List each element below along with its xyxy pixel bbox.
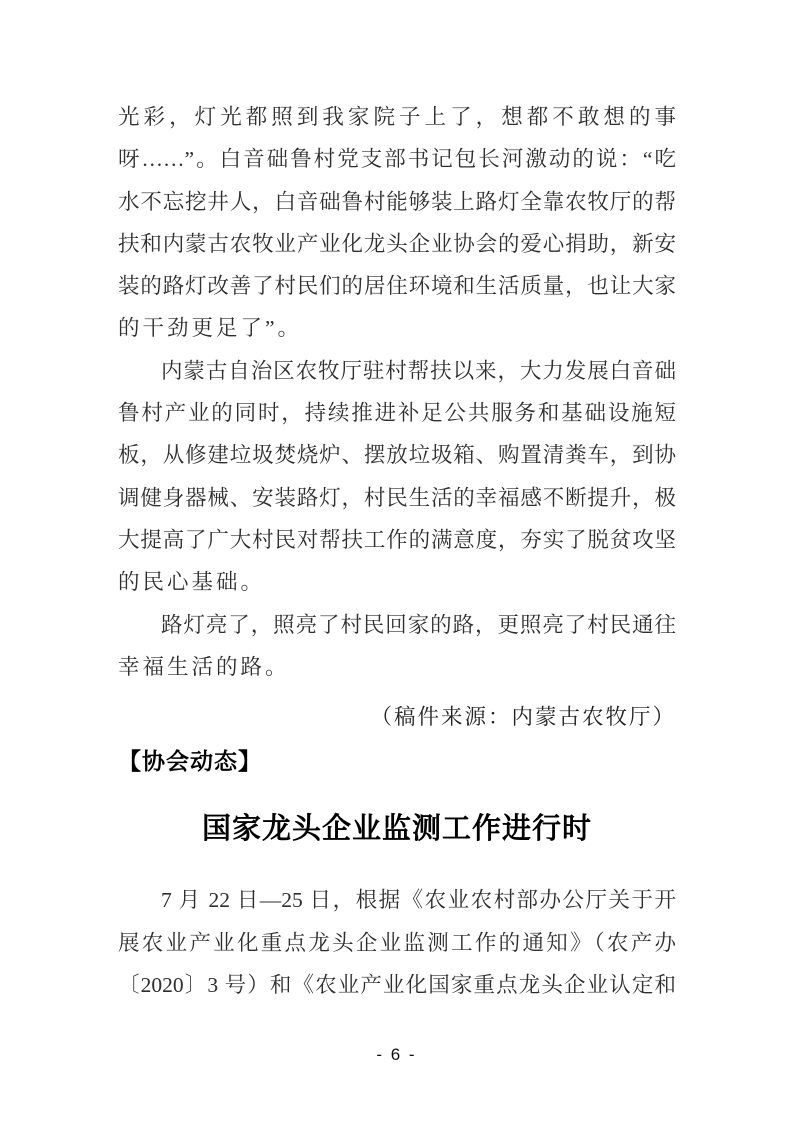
body-line: 水不忘挖井人，白音础鲁村能够装上路灯全靠农牧厅的帮: [118, 189, 676, 214]
body-line: 扶和内蒙古农牧业产业化龙头企业协会的爱心捐助，新安: [118, 231, 676, 256]
body-line: 鲁村产业的同时，持续推进补足公共服务和基础设施短: [118, 401, 676, 426]
body-line: 调健身器械、安装路灯，村民生活的幸福感不断提升，极: [118, 485, 676, 510]
body-line: 装的路灯改善了村民们的居住环境和生活质量，也让大家: [118, 274, 676, 299]
body-line: 的民心基础。: [118, 570, 266, 595]
body-line: 的干劲更足了”。: [118, 316, 303, 341]
paragraph-villager-quote: [118, 96, 676, 350]
body-line: 光彩，灯光都照到我家院子上了，想都不敢想的事: [118, 105, 676, 129]
article-title: 国家龙头企业监测工作进行时: [201, 813, 592, 846]
body-line: 7 月 22 日—25 日，根据《农业农村部办公厅关于开: [161, 888, 676, 913]
body-line: 〔2020〕3 号）和《农业产业化国家重点龙头企业认定和: [118, 973, 676, 998]
body-line: 内蒙古自治区农牧厅驻村帮扶以来，大力发展白音础: [161, 358, 676, 383]
body-line: 大提高了广大村民对帮扶工作的满意度，夯实了脱贫攻坚: [118, 527, 676, 552]
paragraph-monitoring-intro: [118, 879, 676, 1006]
paragraph-support-work: [118, 350, 676, 604]
body-line: 展农业产业化重点龙头企业监测工作的通知》（农产办: [118, 930, 676, 955]
section-header-association-news: 【协会动态】: [118, 748, 262, 775]
page-footer: [0, 1045, 793, 1065]
body-line: 呀……”。白音础鲁村党支部书记包长河激动的说：“吃: [118, 147, 676, 172]
body-line: 路灯亮了，照亮了村民回家的路，更照亮了村民通往: [161, 612, 676, 637]
body-line: 幸福生活的路。: [118, 654, 290, 679]
article-source-attribution: （稿件来源：内蒙古农牧厅）: [370, 705, 676, 730]
page-content: [118, 96, 676, 1006]
paragraph-closing: [118, 604, 676, 689]
body-line: 板，从修建垃圾焚烧炉、摆放垃圾箱、购置清粪车，到协: [118, 443, 676, 468]
page-number: - 6 -: [376, 1045, 417, 1064]
